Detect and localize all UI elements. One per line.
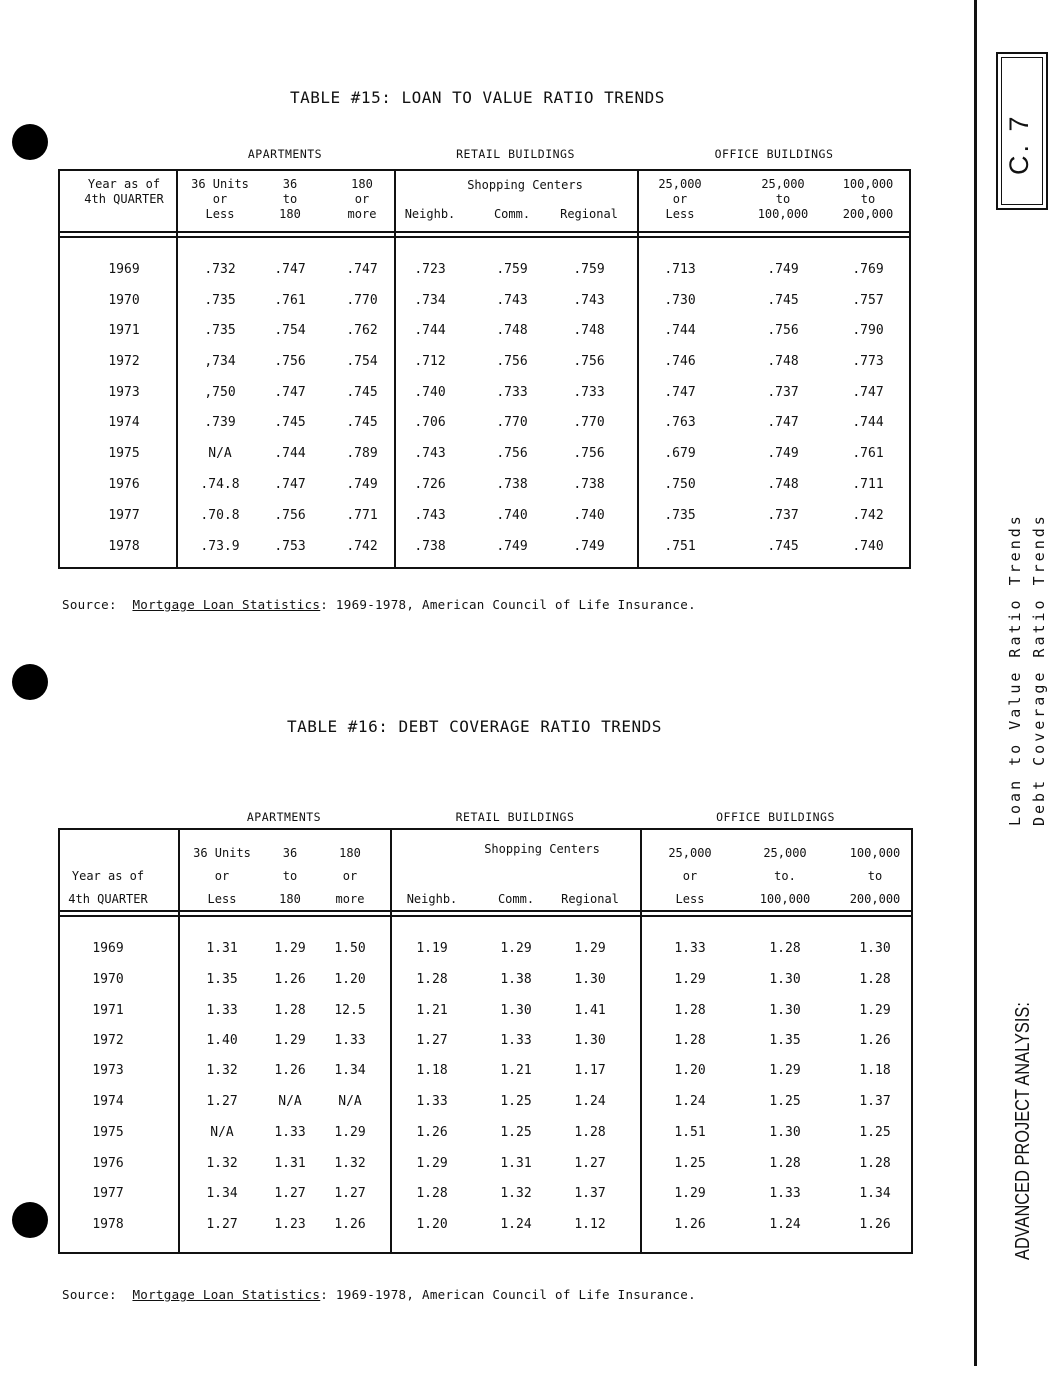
- punch-hole-top: [12, 124, 48, 160]
- table16-cell-apt-36-or-less: 1.27: [206, 1217, 238, 1232]
- table16-col-header-apt-36-or-less: 36 Units or Less: [193, 846, 251, 906]
- table15-cell-apt-180-or-more: .770: [346, 293, 378, 308]
- table15-cell-apt-36-or-less: .74.8: [200, 477, 240, 492]
- table15-cell-apt-180-or-more: .745: [346, 385, 378, 400]
- table16-cell-retail-comm: 1.33: [500, 1033, 532, 1048]
- table15-cell-retail-neighb: .723: [414, 262, 446, 277]
- table16-cell-office-25000-or-less: 1.33: [674, 941, 706, 956]
- table16-cell-retail-neighb: 1.19: [416, 941, 448, 956]
- table16-col-header-retail-comm: Comm.: [497, 892, 535, 906]
- table16-cell-retail-comm: 1.29: [500, 941, 532, 956]
- table15-cell-apt-36-or-less: N/A: [208, 446, 232, 461]
- table15-cell-office-100000-to-200000: .747: [852, 385, 884, 400]
- table16-cell-office-100000-to-200000: 1.30: [859, 941, 891, 956]
- table15-cell-office-100000-to-200000: .711: [852, 477, 884, 492]
- table16-cell-office-25000-or-less: 1.24: [674, 1094, 706, 1109]
- table16-col-header-apt-36-to-180: 36 to 180: [279, 846, 301, 906]
- table16-cell-office-25000-or-less: 1.51: [674, 1125, 706, 1140]
- table15-row-year: 1972: [108, 354, 140, 369]
- table16-row-year: 1978: [92, 1217, 124, 1232]
- table15-cell-apt-36-to-180: .747: [274, 385, 306, 400]
- table16-cell-office-100000-to-200000: 1.34: [859, 1186, 891, 1201]
- table15-cell-retail-regional: .756: [573, 354, 605, 369]
- table16-cell-apt-36-to-180: 1.27: [274, 1186, 306, 1201]
- table15-cell-apt-36-or-less: .735: [204, 323, 236, 338]
- table16-cell-office-25000-to-100000: 1.24: [769, 1217, 801, 1232]
- table15-cell-retail-neighb: .740: [414, 385, 446, 400]
- table15-cell-retail-comm: .749: [496, 539, 528, 554]
- table16-cell-retail-regional: 1.37: [574, 1186, 606, 1201]
- table15-col-header-year: Year as of 4th QUARTER: [84, 177, 164, 206]
- table15-cell-office-25000-to-100000: .745: [767, 293, 799, 308]
- table16-cell-apt-36-to-180: 1.28: [274, 1003, 306, 1018]
- table15-retail-subheader: Shopping Centers: [467, 178, 583, 192]
- table16-cell-retail-regional: 1.29: [574, 941, 606, 956]
- table15-col-header-apt-36-to-180: 36 to 180: [279, 177, 301, 221]
- table16-cell-retail-regional: 1.24: [574, 1094, 606, 1109]
- table16-source: [62, 1287, 696, 1302]
- table16-row-year: 1973: [92, 1063, 124, 1078]
- table15-source-rest: : 1969-1978, American Council of Life Insurance.: [320, 597, 696, 612]
- table15-cell-retail-comm: .740: [496, 508, 528, 523]
- section-code: C. 7: [1004, 113, 1034, 175]
- table15-cell-apt-36-to-180: .756: [274, 508, 306, 523]
- table16-col-header-office-25000-or-less: 25,000 or Less: [668, 846, 712, 906]
- table15-group-office: OFFICE BUILDINGS: [714, 147, 834, 161]
- table16-cell-apt-36-or-less: 1.33: [206, 1003, 238, 1018]
- table16-cell-retail-neighb: 1.27: [416, 1033, 448, 1048]
- table16-cell-apt-180-or-more: 1.50: [334, 941, 366, 956]
- table16-cell-office-25000-to-100000: 1.33: [769, 1186, 801, 1201]
- table16-cell-office-25000-or-less: 1.26: [674, 1217, 706, 1232]
- table15-row-year: 1977: [108, 508, 140, 523]
- table16-row-year: 1977: [92, 1186, 124, 1201]
- table15-col-header-office-25000-or-less: 25,000 or Less: [658, 177, 702, 221]
- table15-cell-office-25000-to-100000: .747: [767, 415, 799, 430]
- table16-cell-office-100000-to-200000: 1.28: [859, 972, 891, 987]
- table15-title: TABLE #15: LOAN TO VALUE RATIO TRENDS: [290, 88, 665, 107]
- table15-cell-apt-180-or-more: .745: [346, 415, 378, 430]
- table16-cell-retail-comm: 1.25: [500, 1094, 532, 1109]
- table15-col-header-retail-comm: Comm.: [493, 207, 531, 221]
- table15-cell-retail-neighb: .726: [414, 477, 446, 492]
- table15-cell-apt-36-to-180: .756: [274, 354, 306, 369]
- table16-cell-retail-regional: 1.27: [574, 1156, 606, 1171]
- table15-cell-office-25000-to-100000: .749: [767, 262, 799, 277]
- table15-row-year: 1973: [108, 385, 140, 400]
- table16-col-header-office-100000-to-200000: 100,000 to 200,000: [849, 846, 901, 906]
- table16-col-header-retail-regional: Regional: [561, 892, 619, 906]
- table15-cell-retail-comm: .738: [496, 477, 528, 492]
- table16-row-year: 1976: [92, 1156, 124, 1171]
- side-topic-debt-coverage: Debt Coverage Ratio Trends: [1030, 513, 1048, 826]
- table15-cell-office-25000-or-less: .747: [664, 385, 696, 400]
- table16-row-year: 1969: [92, 941, 124, 956]
- table15-row-year: 1974: [108, 415, 140, 430]
- table16-cell-retail-comm: 1.21: [500, 1063, 532, 1078]
- table15-cell-apt-180-or-more: .789: [346, 446, 378, 461]
- table15-cell-retail-neighb: .744: [414, 323, 446, 338]
- table16-cell-retail-comm: 1.38: [500, 972, 532, 987]
- table16-cell-office-25000-to-100000: 1.30: [769, 972, 801, 987]
- table15-header-rule-1: [60, 231, 909, 233]
- table15-cell-apt-36-to-180: .761: [274, 293, 306, 308]
- table16-cell-office-25000-or-less: 1.20: [674, 1063, 706, 1078]
- table16-cell-apt-180-or-more: N/A: [338, 1094, 362, 1109]
- table16-cell-office-25000-to-100000: 1.29: [769, 1063, 801, 1078]
- table15-cell-retail-neighb: .706: [414, 415, 446, 430]
- punch-hole-middle: [12, 664, 48, 700]
- table15-row-year: 1970: [108, 293, 140, 308]
- table16-cell-retail-regional: 1.28: [574, 1125, 606, 1140]
- table15-cell-retail-regional: .738: [573, 477, 605, 492]
- table15-col-header-retail-neighb: Neighb.: [404, 207, 456, 221]
- table16-group-retail: RETAIL BUILDINGS: [455, 810, 575, 824]
- table15-cell-retail-comm: .733: [496, 385, 528, 400]
- table16-cell-office-25000-to-100000: 1.30: [769, 1003, 801, 1018]
- table15-cell-retail-regional: .740: [573, 508, 605, 523]
- table15-cell-office-100000-to-200000: .742: [852, 508, 884, 523]
- table15-cell-retail-comm: .748: [496, 323, 528, 338]
- table16-source-label: Source:: [62, 1287, 117, 1302]
- side-section-title: ADVANCED PROJECT ANALYSIS:: [1012, 1002, 1034, 1260]
- table15-cell-apt-36-or-less: .70.8: [200, 508, 240, 523]
- table16-cell-retail-comm: 1.31: [500, 1156, 532, 1171]
- table15-cell-apt-36-to-180: .745: [274, 415, 306, 430]
- table16-cell-office-100000-to-200000: 1.25: [859, 1125, 891, 1140]
- table15-cell-apt-180-or-more: .749: [346, 477, 378, 492]
- table16-cell-apt-180-or-more: 1.34: [334, 1063, 366, 1078]
- table16-cell-apt-36-to-180: N/A: [278, 1094, 302, 1109]
- table16-cell-retail-comm: 1.30: [500, 1003, 532, 1018]
- table15-cell-retail-regional: .748: [573, 323, 605, 338]
- table16-cell-apt-180-or-more: 1.20: [334, 972, 366, 987]
- table16-row-year: 1972: [92, 1033, 124, 1048]
- table15-cell-apt-36-or-less: .732: [204, 262, 236, 277]
- table16-cell-office-100000-to-200000: 1.37: [859, 1094, 891, 1109]
- table15-cell-apt-36-or-less: .73.9: [200, 539, 240, 554]
- table16-cell-office-25000-or-less: 1.29: [674, 1186, 706, 1201]
- table15-cell-retail-regional: .770: [573, 415, 605, 430]
- table16-title: TABLE #16: DEBT COVERAGE RATIO TRENDS: [287, 717, 662, 736]
- table16-cell-retail-neighb: 1.33: [416, 1094, 448, 1109]
- margin-rule: [974, 0, 977, 1366]
- table15-cell-office-100000-to-200000: .744: [852, 415, 884, 430]
- punch-hole-bottom: [12, 1202, 48, 1238]
- table16-cell-retail-comm: 1.24: [500, 1217, 532, 1232]
- table15-cell-retail-neighb: .712: [414, 354, 446, 369]
- table15-cell-retail-neighb: .743: [414, 508, 446, 523]
- table15-cell-apt-36-to-180: .747: [274, 262, 306, 277]
- table16-col-header-apt-180-or-more: 180 or more: [335, 846, 365, 906]
- table15-cell-retail-neighb: .734: [414, 293, 446, 308]
- table15-cell-apt-180-or-more: .747: [346, 262, 378, 277]
- table15-row-year: 1975: [108, 446, 140, 461]
- table16-row-year: 1974: [92, 1094, 124, 1109]
- table16-cell-apt-36-or-less: 1.40: [206, 1033, 238, 1048]
- table15-cell-office-25000-to-100000: .749: [767, 446, 799, 461]
- table16-cell-retail-comm: 1.32: [500, 1186, 532, 1201]
- table16-cell-office-25000-to-100000: 1.30: [769, 1125, 801, 1140]
- table16-cell-apt-36-or-less: 1.32: [206, 1156, 238, 1171]
- table16-cell-retail-neighb: 1.29: [416, 1156, 448, 1171]
- table15-cell-apt-180-or-more: .762: [346, 323, 378, 338]
- table15-col-header-office-25000-to-100000: 25,000 to 100,000: [757, 177, 809, 221]
- table16-cell-office-25000-to-100000: 1.28: [769, 1156, 801, 1171]
- table15-cell-apt-36-to-180: .753: [274, 539, 306, 554]
- table15-row-year: 1969: [108, 262, 140, 277]
- table16-cell-retail-neighb: 1.21: [416, 1003, 448, 1018]
- table15-cell-office-25000-to-100000: .745: [767, 539, 799, 554]
- table15-source-title: Mortgage Loan Statistics: [132, 597, 321, 612]
- table16-cell-retail-neighb: 1.28: [416, 1186, 448, 1201]
- table15-group-apartments: APARTMENTS: [247, 147, 323, 161]
- table15-group-retail: RETAIL BUILDINGS: [456, 147, 575, 161]
- table16-cell-apt-180-or-more: 1.32: [334, 1156, 366, 1171]
- table15-cell-office-100000-to-200000: .769: [852, 262, 884, 277]
- table15-cell-retail-regional: .759: [573, 262, 605, 277]
- table16-cell-office-100000-to-200000: 1.29: [859, 1003, 891, 1018]
- table15-row-year: 1978: [108, 539, 140, 554]
- table15-col-header-apt-36-or-less: 36 Units or Less: [191, 177, 249, 221]
- table15-cell-office-25000-or-less: .713: [664, 262, 696, 277]
- table15-cell-apt-180-or-more: .754: [346, 354, 378, 369]
- table16-cell-office-100000-to-200000: 1.18: [859, 1063, 891, 1078]
- table16-cell-apt-36-or-less: 1.32: [206, 1063, 238, 1078]
- table16-cell-office-100000-to-200000: 1.28: [859, 1156, 891, 1171]
- table15-cell-apt-36-or-less: ,734: [204, 354, 236, 369]
- table16-cell-apt-180-or-more: 1.27: [334, 1186, 366, 1201]
- table15-cell-office-25000-or-less: .679: [664, 446, 696, 461]
- table16-cell-retail-comm: 1.25: [500, 1125, 532, 1140]
- table15-cell-retail-comm: .756: [496, 446, 528, 461]
- table16-cell-apt-36-to-180: 1.29: [274, 1033, 306, 1048]
- table15-cell-office-25000-to-100000: .737: [767, 508, 799, 523]
- table15-cell-retail-neighb: .743: [414, 446, 446, 461]
- table15-cell-office-25000-or-less: .763: [664, 415, 696, 430]
- table16-cell-apt-36-or-less: 1.35: [206, 972, 238, 987]
- table15-cell-office-100000-to-200000: .761: [852, 446, 884, 461]
- table16-cell-retail-neighb: 1.18: [416, 1063, 448, 1078]
- table15-cell-office-25000-or-less: .744: [664, 323, 696, 338]
- table15-cell-retail-comm: .743: [496, 293, 528, 308]
- table16-cell-apt-36-to-180: 1.26: [274, 972, 306, 987]
- table16-cell-apt-36-to-180: 1.23: [274, 1217, 306, 1232]
- table16-header-rule-2: [60, 915, 911, 917]
- table15-cell-office-100000-to-200000: .773: [852, 354, 884, 369]
- table15-cell-office-25000-or-less: .746: [664, 354, 696, 369]
- table15-cell-retail-neighb: .738: [414, 539, 446, 554]
- table15-cell-apt-36-or-less: .739: [204, 415, 236, 430]
- table15-col-header-retail-regional: Regional: [560, 207, 618, 221]
- table15-cell-apt-36-to-180: .754: [274, 323, 306, 338]
- table15-cell-apt-180-or-more: .742: [346, 539, 378, 554]
- table16-cell-office-25000-to-100000: 1.35: [769, 1033, 801, 1048]
- table16-cell-retail-regional: 1.30: [574, 972, 606, 987]
- side-topic-loan-to-value: Loan to Value Ratio Trends: [1006, 513, 1024, 826]
- table15-cell-apt-36-or-less: ,750: [204, 385, 236, 400]
- table15-col-header-apt-180-or-more: 180 or more: [347, 177, 377, 221]
- table15-col-header-office-100000-to-200000: 100,000 to 200,000: [842, 177, 894, 221]
- table15-cell-apt-36-or-less: .735: [204, 293, 236, 308]
- table15-cell-retail-comm: .770: [496, 415, 528, 430]
- table15-cell-office-25000-or-less: .730: [664, 293, 696, 308]
- table16-group-apartments: APARTMENTS: [246, 810, 322, 824]
- table16-cell-retail-neighb: 1.28: [416, 972, 448, 987]
- table16-cell-apt-36-or-less: 1.27: [206, 1094, 238, 1109]
- table16-cell-apt-180-or-more: 1.26: [334, 1217, 366, 1232]
- table16-cell-office-100000-to-200000: 1.26: [859, 1217, 891, 1232]
- table16-cell-retail-neighb: 1.26: [416, 1125, 448, 1140]
- table15-cell-retail-regional: .733: [573, 385, 605, 400]
- table16-cell-retail-regional: 1.12: [574, 1217, 606, 1232]
- table15-cell-office-25000-to-100000: .756: [767, 323, 799, 338]
- table16-row-year: 1971: [92, 1003, 124, 1018]
- table16-col-header-year: Year as of 4th QUARTER: [68, 869, 148, 906]
- table15-cell-office-100000-to-200000: .790: [852, 323, 884, 338]
- table16-col-header-office-25000-to-100000: 25,000 to. 100,000: [759, 846, 811, 906]
- table16-retail-subheader: Shopping Centers: [484, 842, 600, 856]
- table15-cell-office-25000-or-less: .735: [664, 508, 696, 523]
- table16-row-year: 1970: [92, 972, 124, 987]
- table16-cell-apt-180-or-more: 12.5: [334, 1003, 366, 1018]
- table16-cell-office-25000-to-100000: 1.28: [769, 941, 801, 956]
- table16-cell-apt-36-to-180: 1.26: [274, 1063, 306, 1078]
- table15-cell-apt-36-to-180: .744: [274, 446, 306, 461]
- table16-cell-office-25000-or-less: 1.25: [674, 1156, 706, 1171]
- table16-cell-office-25000-or-less: 1.29: [674, 972, 706, 987]
- table15-cell-apt-36-to-180: .747: [274, 477, 306, 492]
- table15-cell-office-25000-to-100000: .737: [767, 385, 799, 400]
- table15-cell-retail-comm: .756: [496, 354, 528, 369]
- table16-row-year: 1975: [92, 1125, 124, 1140]
- table16-cell-apt-180-or-more: 1.33: [334, 1033, 366, 1048]
- table15-cell-office-100000-to-200000: .740: [852, 539, 884, 554]
- table16-cell-office-25000-or-less: 1.28: [674, 1003, 706, 1018]
- table16-col-header-retail-neighb: Neighb.: [406, 892, 458, 906]
- table16-cell-apt-36-to-180: 1.33: [274, 1125, 306, 1140]
- table15-cell-office-25000-to-100000: .748: [767, 477, 799, 492]
- table15-cell-apt-180-or-more: .771: [346, 508, 378, 523]
- table16-cell-office-100000-to-200000: 1.26: [859, 1033, 891, 1048]
- table16-source-rest: : 1969-1978, American Council of Life Insurance.: [320, 1287, 696, 1302]
- table16-cell-apt-36-or-less: 1.34: [206, 1186, 238, 1201]
- table15-cell-office-25000-or-less: .750: [664, 477, 696, 492]
- table15-row-year: 1976: [108, 477, 140, 492]
- table15-cell-retail-comm: .759: [496, 262, 528, 277]
- table15-cell-retail-regional: .743: [573, 293, 605, 308]
- table16-cell-office-25000-to-100000: 1.25: [769, 1094, 801, 1109]
- table16-cell-retail-regional: 1.17: [574, 1063, 606, 1078]
- table15-header-rule-2: [60, 236, 909, 238]
- table16-cell-office-25000-or-less: 1.28: [674, 1033, 706, 1048]
- table15-row-year: 1971: [108, 323, 140, 338]
- table16-cell-apt-180-or-more: 1.29: [334, 1125, 366, 1140]
- table15-cell-retail-regional: .749: [573, 539, 605, 554]
- table16-source-title: Mortgage Loan Statistics: [132, 1287, 321, 1302]
- table16-cell-retail-neighb: 1.20: [416, 1217, 448, 1232]
- table16-cell-apt-36-or-less: 1.31: [206, 941, 238, 956]
- table15-cell-office-25000-to-100000: .748: [767, 354, 799, 369]
- table15-source-label: Source:: [62, 597, 117, 612]
- table15-cell-office-25000-or-less: .751: [664, 539, 696, 554]
- table15-cell-retail-regional: .756: [573, 446, 605, 461]
- table15-cell-office-100000-to-200000: .757: [852, 293, 884, 308]
- table16-cell-retail-regional: 1.41: [574, 1003, 606, 1018]
- table16-cell-apt-36-to-180: 1.31: [274, 1156, 306, 1171]
- table16-cell-apt-36-or-less: N/A: [210, 1125, 234, 1140]
- table16-cell-retail-regional: 1.30: [574, 1033, 606, 1048]
- table16-group-office: OFFICE BUILDINGS: [716, 810, 835, 824]
- table15-source: [62, 597, 696, 612]
- table16-cell-apt-36-to-180: 1.29: [274, 941, 306, 956]
